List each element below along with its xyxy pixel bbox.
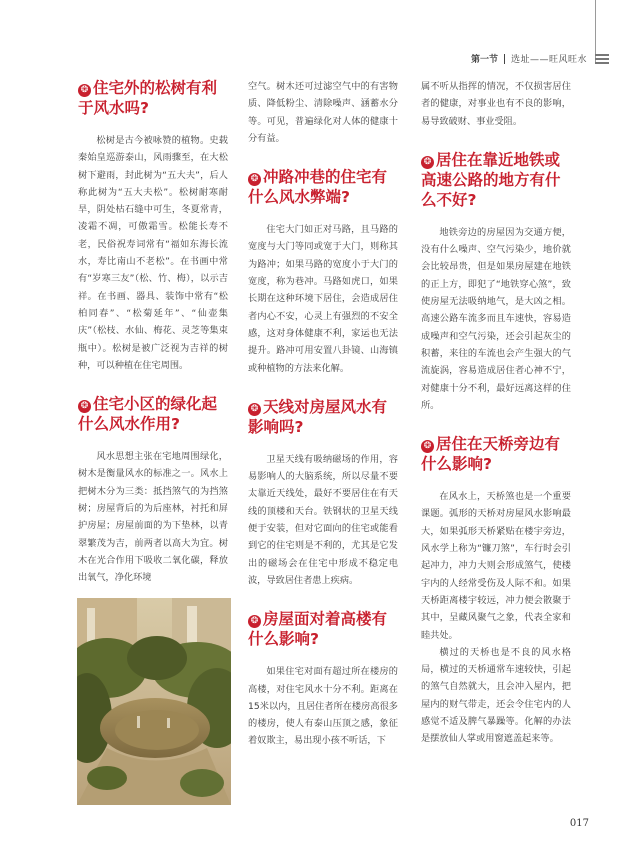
bullet-icon: ❂ [248,615,261,628]
para-greening: 风水思想主张在宅地周围绿化，树木是衡量风水的标准之一。风水上把树木分为三类：抵挡煞气的为挡煞树；房屋背后的为后座林，衬托和屏护房屋；房屋前面的为下垫林，以青翠繁茂为吉，前两者以高大为宜。树木在光合作用下吸收二氧化碳，释放出氧气，净化环境 [78,451,228,584]
para-pine-trees: 松树是古今被咏赞的植物。史载秦始皇巡游泰山，风雨骤至，在大松树下避雨，封此树为“五大夫”，后人称此树为“五大夫松”。松树耐寒耐旱，阴处枯石缝中可生，冬夏常青，凌霜不凋，可傲霜雪。松能长寿不老，民俗祝寿词常有“福如东海长流水，寿比南山不老松”。在书画中常有“岁寒三友”（松、竹、梅），以示吉祥。在书画、器具、装饰中常有“松柏同春”、“松菊延年”、“仙壶集庆”（松枝、水仙、梅花、灵芝等集束瓶中）。松树是被广泛视为吉祥的树种，可以种植在住宅周围。 [78,135,228,371]
para-road-conflict: 住宅大门如正对马路，且马路的宽度与大门等同或宽于大门，则称其为路冲；如果马路的宽度小于大门的宽度，称为巷冲。马路如虎口，如果长期在这种环境下居住，会造成居住者内心不安，心灵上有强烈的不安全感，这对身体健康不利，家运也无法提升。路冲可用安置八卦镜、山海镇或种植物的方法来化解。 [248,224,398,374]
heading-road-conflict: ❂ 冲路冲巷的住宅有什么风水弊端? [248,168,388,207]
para-antenna: 卫星天线有吸纳磁场的作用，容易影响人的大脑系统，所以尽量不要太靠近天线处，最好不要居住在有天线的顶楼和天台。铁钢状的卫星天线便于安装，但对它面向的住宅或能看到它的住宅则是不利的，尤其是它发出的磁场会在住宅中形成不稳定电波，导致居住者患上疾病。 [248,453,398,586]
header-divider [504,54,505,64]
column-3 [421,78,571,748]
para-greening-cont: 空气。树木还可过滤空气中的有害物质、降低粉尘、清除噪声、涵蓄水分等。可见，普遍绿化对人体的健康十分有益。 [248,81,398,144]
para-overpass-2: 横过的天桥也是不良的风水格局，横过的天桥通常车速较快，引起的煞气自然就大，且会冲入屋内，把屋内的财气带走，还会令住宅内的人感觉不适及脾气暴躁等。化解的办法是摆放仙人掌或用窗遮盖起来等。 [421,646,571,745]
header-lines-icon [595,54,609,64]
running-header [471,52,609,65]
column-1 [78,78,228,587]
heading-subway-highway: ❂ 居住在靠近地铁或高速公路的地方有什么不好? [421,150,561,209]
bullet-icon: ❂ [421,156,434,169]
bullet-icon: ❂ [421,440,434,453]
bullet-icon: ❂ [248,403,261,416]
para-overpass-1: 在风水上，天桥煞也是一个重要课题。弧形的天桥对房屋风水影响最大，如果弧形天桥紧贴在楼宇旁边，风水学上称为“镰刀煞”，车行时会引起冲力，冲力大则会形成煞气，使楼宇内的人经常受伤及人际不和。如果天桥距离楼宇较远，冲力便会散聚于其中，呈藏风聚气之象，代表全家和睦共处。 [421,491,571,641]
header-title: 选址——旺风旺水 [510,55,587,65]
column-2 [248,78,398,750]
para-tall-building: 如果住宅对面有超过所在楼房的高楼，对住宅风水十分不利。距离在15米以内，且居住者所在楼房高很多的楼房，使人有泰山压顶之感，象征着奴欺主，易出现小孩不听话，下 [248,666,398,747]
heading-tall-building: ❂ 房屋面对着高楼有什么影响? [248,610,388,649]
page-number: 017 [569,818,589,829]
bullet-icon: ❂ [78,400,91,413]
header-section: 第一节 [470,55,498,65]
heading-antenna: ❂ 天线对房屋风水有影响吗? [248,397,388,436]
bullet-icon: ❂ [248,173,261,186]
para-tall-building-cont: 属不听从指挥的情况，不仅损害居住者的健康，对事业也有不良的影响，易导致破财、事业受阻。 [421,81,571,127]
heading-overpass: ❂ 居住在天桥旁边有什么影响? [421,435,561,474]
garden-photo [77,598,231,805]
heading-pine-trees: ❂ 住宅外的松树有利于风水吗? [78,79,218,117]
heading-greening: ❂ 住宅小区的绿化起什么风水作用? [78,395,218,434]
para-subway-highway: 地铁旁边的房屋因为交通方便，没有什么噪声、空气污染少，地价就会比较昂贵，但是如果房屋建在地铁的正上方，即犯了“地铁穿心煞”，致使房屋无法吸纳地气，是大凶之相。高速公路车流多而且车速快，容易造成噪声和空气污染，还会引起灰尘的积蓄，来往的车流也会产生强大的气流旋涡，容易造成居住者心神不宁，对健康十分不利，最好远离这样的住所。 [421,226,571,411]
bullet-icon: ❂ [78,84,91,97]
